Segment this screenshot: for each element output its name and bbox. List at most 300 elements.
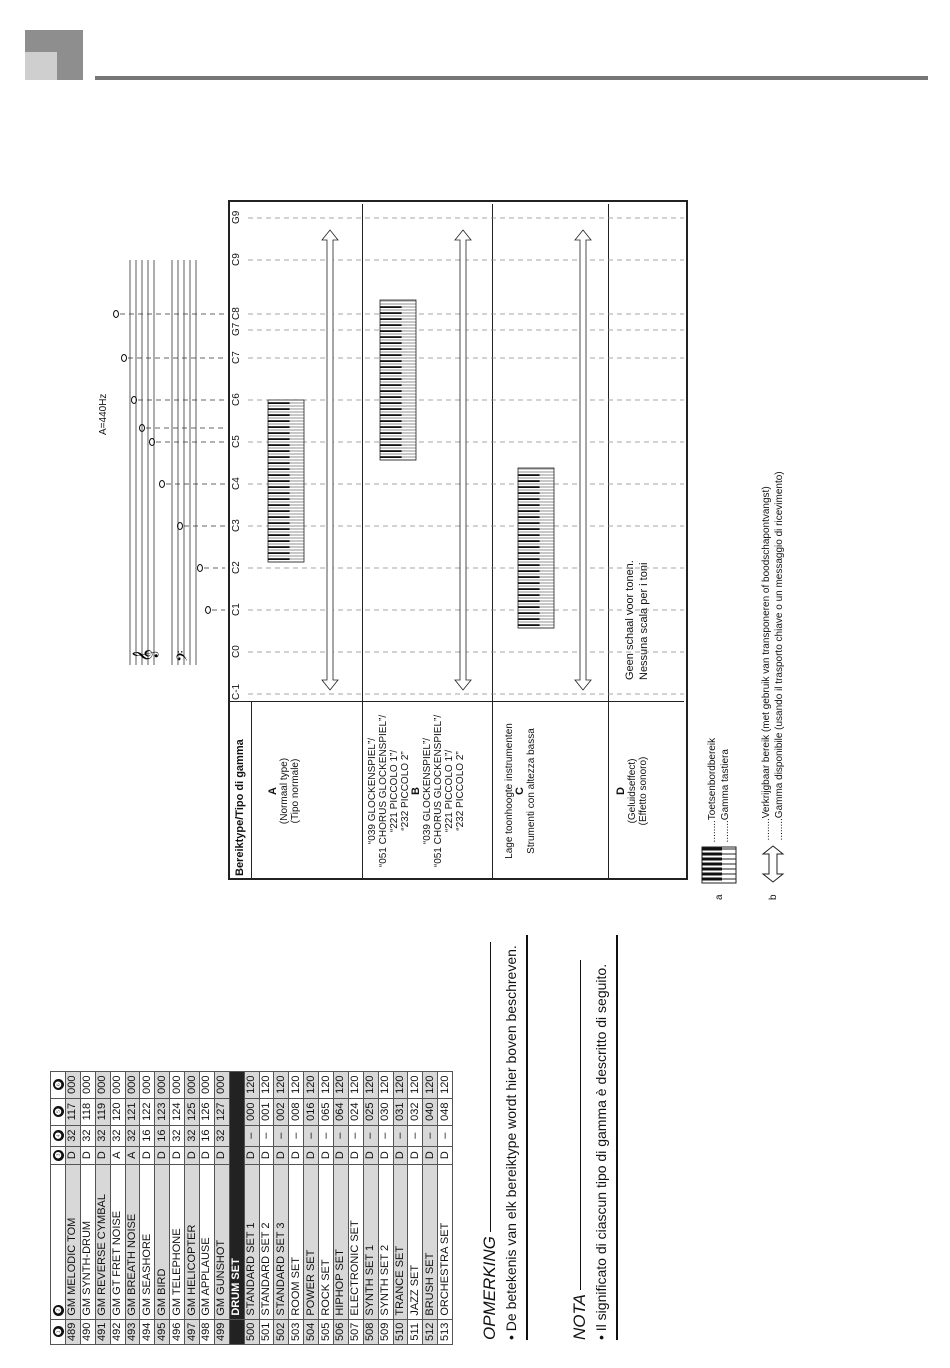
table-cell: – <box>348 1125 363 1146</box>
range-b-keyboard-black-key <box>380 402 402 404</box>
range-b-keyboard-black-key <box>380 414 402 416</box>
column-header: ❺ <box>51 1098 66 1125</box>
table-cell: 120 <box>393 1071 408 1098</box>
table-row <box>259 1071 274 1344</box>
table-cell: 491 <box>95 1319 110 1344</box>
range-c-keyboard-black-key <box>518 612 540 614</box>
range-a-keyboard-black-key <box>268 540 290 542</box>
table-cell: – <box>259 1125 274 1146</box>
table-cell: 498 <box>200 1319 215 1344</box>
table-cell: 000 <box>155 1071 170 1098</box>
table-cell: – <box>378 1125 393 1146</box>
table-cell: 499 <box>214 1319 229 1344</box>
table-cell: 000 <box>80 1071 95 1098</box>
table-cell: D <box>155 1146 170 1164</box>
range-c-keyboard-black-key <box>518 624 540 626</box>
nota-title: NOTA <box>570 935 590 1340</box>
table-cell: 000 <box>140 1071 155 1098</box>
table-cell: 008 <box>289 1098 304 1125</box>
range-a-nl: (Normaal type) <box>279 757 290 825</box>
range-a-it: (Tipo normale) <box>290 758 301 824</box>
table-row <box>200 1071 215 1344</box>
table-cell: 16 <box>200 1125 215 1146</box>
range-c-keyboard-black-key <box>518 540 540 542</box>
table-cell: 500 <box>244 1319 259 1344</box>
table-cell: 120 <box>110 1098 125 1125</box>
range-a-letter: A <box>267 787 279 795</box>
range-c-nl: Lage toonhoogte instrumenten <box>504 723 515 859</box>
table-cell: GM BREATH NOISE <box>125 1164 140 1319</box>
range-a-keyboard-black-key <box>268 558 290 560</box>
table-cell: 000 <box>66 1071 81 1098</box>
table-cell: D <box>363 1146 378 1164</box>
table-cell: D <box>438 1146 453 1164</box>
table-row <box>95 1071 110 1344</box>
table-cell: 16 <box>140 1125 155 1146</box>
table-row <box>155 1071 170 1344</box>
table-cell: 120 <box>319 1071 334 1098</box>
note-scale-label: C6 <box>231 393 242 406</box>
table-cell: 16 <box>155 1125 170 1146</box>
range-b-keyboard-black-key <box>380 348 402 350</box>
table-cell: – <box>274 1125 289 1146</box>
range-a-keyboard-black-key <box>268 504 290 506</box>
table-row <box>348 1071 363 1344</box>
range-a-keyboard-black-key <box>268 498 290 500</box>
range-c-keyboard-black-key <box>518 594 540 596</box>
table-cell: D <box>378 1146 393 1164</box>
range-c-keyboard-black-key <box>518 486 540 488</box>
legend-b-row <box>760 280 786 900</box>
table-row <box>423 1071 438 1344</box>
table-cell: D <box>170 1146 185 1164</box>
table-cell: 120 <box>289 1071 304 1098</box>
table-cell: 120 <box>363 1071 378 1098</box>
legend-b-text-nl: ........Verkrijgbaar bereik (met gebruik van transponeren of boodschapontvangst) <box>761 486 772 841</box>
table-cell: 000 <box>125 1071 140 1098</box>
range-c-keyboard-black-key <box>518 618 540 620</box>
table-cell: D <box>95 1146 110 1164</box>
nota-text: • Il significato di ciascun tipo di gamma è descritto di seguito. <box>593 963 609 1340</box>
range-a-keyboard-black-key <box>268 426 290 428</box>
range-b-keyboard-black-key <box>380 354 402 356</box>
range-b-available-arrow <box>455 230 471 690</box>
table-cell: 121 <box>125 1098 140 1125</box>
note-scale-label: C8 <box>231 307 242 320</box>
range-b-keyboard-black-key <box>380 438 402 440</box>
table-cell: STANDARD SET 1 <box>244 1164 259 1319</box>
opmerking-text: • De betekenis van elk bereiktype wordt hier boven beschreven. <box>503 945 519 1340</box>
table-row <box>110 1071 125 1344</box>
table-cell: D <box>289 1146 304 1164</box>
range-a-keyboard-black-key <box>268 492 290 494</box>
range-d-text-nl: Geen schaal voor tonen. <box>624 560 636 680</box>
range-c-it: Strumenti con altezza bassa <box>526 728 537 854</box>
table-row <box>408 1071 423 1344</box>
table-cell: 509 <box>378 1319 393 1344</box>
table-cell: 493 <box>125 1319 140 1344</box>
table-cell: 492 <box>110 1319 125 1344</box>
table-cell: 506 <box>334 1319 349 1344</box>
table-cell: D <box>259 1146 274 1164</box>
table-cell: 119 <box>95 1098 110 1125</box>
table-cell: 120 <box>378 1071 393 1098</box>
range-c-keyboard-black-key <box>518 558 540 560</box>
table-cell: – <box>244 1125 259 1146</box>
legend-a-text-nl: ........Toetsenbordbereik <box>707 737 718 843</box>
range-a-keyboard-black-key <box>268 402 290 404</box>
table-cell: 048 <box>438 1098 453 1125</box>
table-cell: STANDARD SET 2 <box>259 1164 274 1319</box>
table-cell: 117 <box>66 1098 81 1125</box>
table-cell: 016 <box>304 1098 319 1125</box>
table-cell: GM SEASHORE <box>140 1164 155 1319</box>
range-a-keyboard-black-key <box>268 408 290 410</box>
table-cell: D <box>334 1146 349 1164</box>
table-cell: – <box>334 1125 349 1146</box>
range-b-keyboard-black-key <box>380 330 402 332</box>
range-a-keyboard-black-key <box>268 534 290 536</box>
legend-a-row <box>700 600 738 900</box>
legend-a-text-it: ........Gamma tastiera <box>720 749 731 843</box>
table-row <box>185 1071 200 1344</box>
table-cell: 125 <box>185 1098 200 1125</box>
table-cell: 32 <box>80 1125 95 1146</box>
range-b-item: “039 GLOCKENSPIEL”/ <box>422 737 433 845</box>
range-b-keyboard-black-key <box>380 456 402 458</box>
table-cell: 127 <box>214 1098 229 1125</box>
table-row <box>80 1071 95 1344</box>
table-cell: – <box>289 1125 304 1146</box>
table-cell: 507 <box>348 1319 363 1344</box>
range-chart-graphics <box>228 200 688 880</box>
table-cell: 120 <box>334 1071 349 1098</box>
table-row <box>244 1071 259 1344</box>
range-a-available-arrow <box>322 230 338 690</box>
table-cell: 496 <box>170 1319 185 1344</box>
table-cell: 508 <box>363 1319 378 1344</box>
table-cell: BRUSH SET <box>423 1164 438 1319</box>
table-cell: D <box>200 1146 215 1164</box>
table-row <box>378 1071 393 1344</box>
range-a-keyboard-black-key <box>268 510 290 512</box>
note-head <box>114 311 119 318</box>
range-d-letter: D <box>615 787 627 795</box>
range-b-keyboard-black-key <box>380 450 402 452</box>
table-row <box>274 1071 289 1344</box>
table-cell: GM REVERSE CYMBAL <box>95 1164 110 1319</box>
table-cell: 118 <box>80 1098 95 1125</box>
range-b-keyboard-black-key <box>380 408 402 410</box>
range-a-keyboard-black-key <box>268 432 290 434</box>
table-cell: D <box>214 1146 229 1164</box>
table-cell: 001 <box>259 1098 274 1125</box>
table-cell: 32 <box>66 1125 81 1146</box>
table-cell: GM APPLAUSE <box>200 1164 215 1319</box>
range-c-keyboard-black-key <box>518 474 540 476</box>
legend-b <box>760 280 786 900</box>
table-cell: 120 <box>438 1071 453 1098</box>
range-chart <box>228 200 688 880</box>
table-cell: GM HELICOPTER <box>185 1164 200 1319</box>
range-b-item: “051 CHORUS GLOCKENSPIEL”/ <box>378 714 389 868</box>
column-header: ❸ <box>51 1146 66 1164</box>
table-cell: 32 <box>95 1125 110 1146</box>
a440-label: A=440Hz <box>98 393 109 435</box>
table-cell: D <box>304 1146 319 1164</box>
legend-a-texts <box>706 738 732 843</box>
drum-set-label: DRUM SET <box>229 1071 244 1319</box>
table-cell: – <box>423 1125 438 1146</box>
table-cell: D <box>66 1146 81 1164</box>
note-scale-label: C3 <box>231 519 242 532</box>
note-scale-label: G9 <box>231 210 242 224</box>
table-row <box>319 1071 334 1344</box>
table-cell: – <box>393 1125 408 1146</box>
table-cell: 120 <box>423 1071 438 1098</box>
table-cell: 511 <box>408 1319 423 1344</box>
table-cell: 502 <box>274 1319 289 1344</box>
range-b-letter: B <box>410 787 422 795</box>
range-a-keyboard-black-key <box>268 480 290 482</box>
legend-a <box>700 600 738 900</box>
table-cell: ROOM SET <box>289 1164 304 1319</box>
table-cell: 000 <box>244 1098 259 1125</box>
table-cell: ELECTRONIC SET <box>348 1164 363 1319</box>
range-c-keyboard-black-key <box>518 480 540 482</box>
opmerking-title: OPMERKING <box>480 935 500 1340</box>
note-head <box>198 565 203 572</box>
table-cell: JAZZ SET <box>408 1164 423 1319</box>
table-cell: 505 <box>319 1319 334 1344</box>
nota-note <box>570 935 618 1340</box>
table-cell: D <box>408 1146 423 1164</box>
range-c-keyboard-black-key <box>518 504 540 506</box>
table-cell: 32 <box>110 1125 125 1146</box>
bass-clef-icon: 𝄢 <box>174 650 195 662</box>
table-cell: GM BIRD <box>155 1164 170 1319</box>
table-cell: D <box>393 1146 408 1164</box>
table-cell: 000 <box>185 1071 200 1098</box>
range-b-keyboard-black-key <box>380 336 402 338</box>
range-b-item: “051 CHORUS GLOCKENSPIEL”/ <box>433 714 444 868</box>
table-cell: 489 <box>66 1319 81 1344</box>
table-row <box>304 1071 319 1344</box>
note-scale-label: G7 <box>231 322 242 336</box>
table-row <box>334 1071 349 1344</box>
table-cell: HIPHOP SET <box>334 1164 349 1319</box>
range-c-keyboard-black-key <box>518 600 540 602</box>
range-c-letter: C <box>514 787 526 795</box>
table-cell: 120 <box>259 1071 274 1098</box>
range-b-keyboard-black-key <box>380 312 402 314</box>
range-a-keyboard-black-key <box>268 450 290 452</box>
table-cell: 123 <box>155 1098 170 1125</box>
range-a-keyboard-black-key <box>268 420 290 422</box>
note-scale-label: C-1 <box>231 683 242 700</box>
note-scale-label: C7 <box>231 351 242 364</box>
table-cell: GM SYNTH-DRUM <box>80 1164 95 1319</box>
range-c-keyboard-black-key <box>518 546 540 548</box>
range-a-keyboard-black-key <box>268 468 290 470</box>
range-b-keyboard-black-key <box>380 306 402 308</box>
range-b-keyboard-black-key <box>380 426 402 428</box>
table-cell: 000 <box>110 1071 125 1098</box>
table-cell: ROCK SET <box>319 1164 334 1319</box>
table-cell: 032 <box>408 1098 423 1125</box>
double-arrow-icon <box>761 844 785 884</box>
note-head <box>122 355 127 362</box>
table-cell: POWER SET <box>304 1164 319 1319</box>
table-cell: 32 <box>170 1125 185 1146</box>
table-cell: GM TELEPHONE <box>170 1164 185 1319</box>
table-cell: D <box>319 1146 334 1164</box>
range-b-keyboard-black-key <box>380 444 402 446</box>
table-cell: 32 <box>185 1125 200 1146</box>
range-b-item: “039 GLOCKENSPIEL”/ <box>367 737 378 845</box>
table-cell: 120 <box>244 1071 259 1098</box>
table-cell: 031 <box>393 1098 408 1125</box>
note-scale-label: C0 <box>231 645 242 658</box>
table-cell: 501 <box>259 1319 274 1344</box>
table-cell: 030 <box>378 1098 393 1125</box>
table-cell: ORCHESTRA SET <box>438 1164 453 1319</box>
column-header: ❷ <box>51 1164 66 1319</box>
range-a-keyboard-black-key <box>268 456 290 458</box>
range-c-keyboard-black-key <box>518 498 540 500</box>
table-cell: – <box>319 1125 334 1146</box>
range-b-keyboard-black-key <box>380 432 402 434</box>
music-staff <box>100 200 225 880</box>
drum-set-header-row <box>229 1071 244 1344</box>
table-row <box>214 1071 229 1344</box>
note-scale-label: C9 <box>231 253 242 266</box>
table-cell: – <box>363 1125 378 1146</box>
table-cell: 494 <box>140 1319 155 1344</box>
table-cell: 024 <box>348 1098 363 1125</box>
table-cell: 495 <box>155 1319 170 1344</box>
table-cell: GM GUNSHOT <box>214 1164 229 1319</box>
range-b-keyboard-black-key <box>380 378 402 380</box>
table-cell: SYNTH SET 1 <box>363 1164 378 1319</box>
note-head <box>160 481 165 488</box>
table-cell: 504 <box>304 1319 319 1344</box>
range-c-keyboard-black-key <box>518 516 540 518</box>
header-rule <box>95 76 928 80</box>
table-cell: 000 <box>200 1071 215 1098</box>
table-cell: – <box>304 1125 319 1146</box>
range-d-nl: (Geluidseffect) <box>627 758 638 824</box>
range-b-keyboard-black-key <box>380 420 402 422</box>
table-row <box>289 1071 304 1344</box>
nota-rule <box>616 935 618 1340</box>
table-cell: 000 <box>95 1071 110 1098</box>
table-row <box>363 1071 378 1344</box>
table-row <box>125 1071 140 1344</box>
keyboard-icon <box>700 846 738 884</box>
column-header: ❻ <box>51 1071 66 1098</box>
table-cell: 025 <box>363 1098 378 1125</box>
table-cell: – <box>438 1125 453 1146</box>
range-a-keyboard-black-key <box>268 462 290 464</box>
legend-a-letter: a <box>713 894 725 900</box>
table-cell: 490 <box>80 1319 95 1344</box>
table-header-row <box>51 1071 66 1344</box>
range-b-keyboard-black-key <box>380 324 402 326</box>
range-c-keyboard-black-key <box>518 606 540 608</box>
opmerking-note <box>480 935 528 1340</box>
range-c-keyboard-black-key <box>518 576 540 578</box>
table-cell: 497 <box>185 1319 200 1344</box>
range-a-keyboard-black-key <box>268 486 290 488</box>
legend-b-texts <box>760 471 786 840</box>
range-b-item: “232 PICCOLO 2” <box>455 751 466 831</box>
range-b-keyboard-black-key <box>380 390 402 392</box>
table-cell <box>229 1319 244 1344</box>
range-b-item: “232 PICCOLO 2” <box>400 751 411 831</box>
range-a-keyboard-black-key <box>268 552 290 554</box>
note-scale-label: C4 <box>231 477 242 490</box>
table-cell: 120 <box>274 1071 289 1098</box>
table-cell: D <box>274 1146 289 1164</box>
table-cell: 32 <box>125 1125 140 1146</box>
range-b-keyboard-black-key <box>380 372 402 374</box>
table-cell: 32 <box>214 1125 229 1146</box>
tone-table <box>50 1071 453 1345</box>
table-cell: 000 <box>214 1071 229 1098</box>
table-cell: 120 <box>304 1071 319 1098</box>
range-c-keyboard-black-key <box>518 552 540 554</box>
table-cell: D <box>244 1146 259 1164</box>
table-cell: 120 <box>408 1071 423 1098</box>
table-cell: D <box>185 1146 200 1164</box>
table-cell: A <box>110 1146 125 1164</box>
table-cell: 002 <box>274 1098 289 1125</box>
note-head <box>206 607 211 614</box>
note-scale-label: C2 <box>231 561 242 574</box>
table-cell: GM MELODIC TOM <box>66 1164 81 1319</box>
range-a-keyboard-black-key <box>268 546 290 548</box>
table-cell: 126 <box>200 1098 215 1125</box>
range-b-keyboard-black-key <box>380 384 402 386</box>
range-b-keyboard-black-key <box>380 360 402 362</box>
range-a-keyboard-black-key <box>268 474 290 476</box>
range-b-keyboard-black-key <box>380 366 402 368</box>
range-c-keyboard-black-key <box>518 528 540 530</box>
range-c-keyboard-black-key <box>518 582 540 584</box>
range-d-text-it: Nessuna scala per i toni <box>638 562 650 680</box>
range-c-available-arrow <box>575 230 591 690</box>
table-cell: – <box>408 1125 423 1146</box>
table-cell: GM GT FRET NOISE <box>110 1164 125 1319</box>
table-row <box>66 1071 81 1344</box>
table-cell: D <box>423 1146 438 1164</box>
column-header: ❶ <box>51 1319 66 1344</box>
column-header: ❹ <box>51 1125 66 1146</box>
range-a-keyboard-black-key <box>268 414 290 416</box>
table-cell: 120 <box>348 1071 363 1098</box>
range-a-keyboard-black-key <box>268 522 290 524</box>
range-c-keyboard-black-key <box>518 510 540 512</box>
table-cell: 064 <box>334 1098 349 1125</box>
range-c-keyboard-black-key <box>518 522 540 524</box>
table-cell: TRANCE SET <box>393 1164 408 1319</box>
range-a-keyboard-black-key <box>268 444 290 446</box>
table-cell: STANDARD SET 3 <box>274 1164 289 1319</box>
corner-logo-light <box>25 52 57 80</box>
table-cell: D <box>140 1146 155 1164</box>
range-c-keyboard-black-key <box>518 492 540 494</box>
